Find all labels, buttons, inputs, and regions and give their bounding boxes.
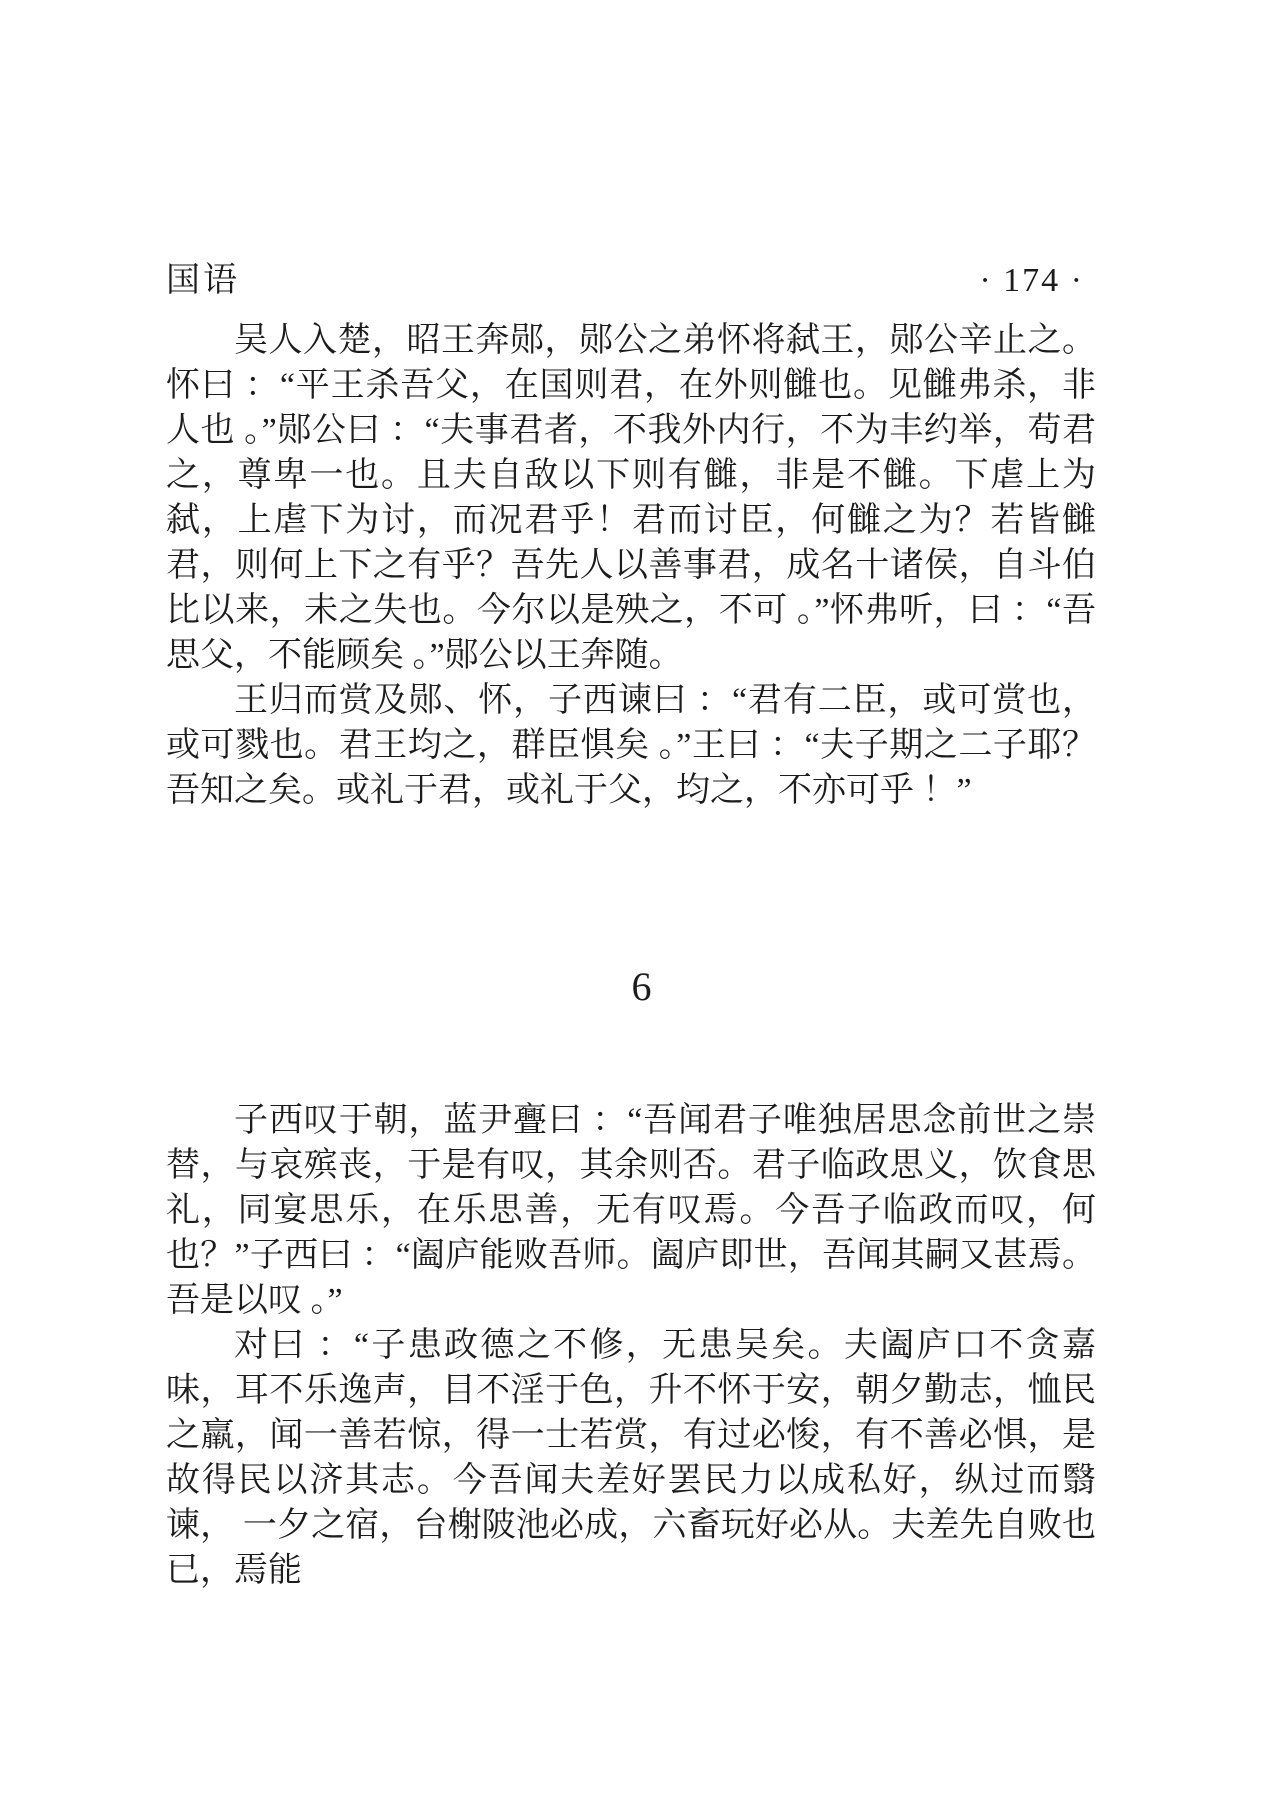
- section-6-text-block: [166, 1098, 1096, 1593]
- running-head-book-title: 国语: [166, 262, 240, 299]
- section-number-heading: 6: [631, 964, 652, 1009]
- section-5-text-block: [166, 318, 1096, 813]
- paragraph: 对曰 ：“子患政德之不修，无患吴矣。夫阖庐口不贪嘉味，耳不乐逸声，目不淫于色，升不怀于安，朝夕勤志，恤民之羸，闻一善若惊，得一士若赏，有过必悛，有不善必惧，是故得民以济其志。今吾闻夫差好罢民力以成私好，纵过而翳谏， 一夕之宿，台榭陂池必成，六畜玩好必从。夫差先自败也已，焉能: [166, 1327, 1096, 1589]
- page-number: · 174 ·: [979, 262, 1084, 299]
- paragraph: 子西叹于朝，蓝尹亹曰 ：“吾闻君子唯独居思念前世之崇替，与哀殡丧，于是有叹，其余则否。君子临政思义，饮食思礼，同宴思乐，在乐思善，无有叹焉。今吾子临政而叹，何也？”子西曰 ：“阖庐能败吾师。阖庐即世，吾闻其嗣又甚焉。吾是以叹 。”: [166, 1102, 1096, 1319]
- paragraph: 吴人入楚，昭王奔郧，郧公之弟怀将弑王，郧公辛止之。怀曰 ：“平王杀吾父，在国则君，在外则雠也。见雠弗杀，非人也 。”郧公曰 ：“夫事君者，不我外内行，不为丰约举，苟君之，尊卑一也。且夫自敌以下则有雠，非是不雠。下虐上为弑，上虐下为讨，而况君乎！君而讨臣，何雠之为？若皆雠君，则何上下之有乎？吾先人以善事君，成名十诸侯，自斗伯比以来，未之失也。今尔以是殃之，不可 。”怀弗听，曰 ：“吾思父，不能顾矣 。”郧公以王奔随。: [166, 322, 1096, 674]
- paragraph: 王归而赏及郧、怀，子西谏曰 ：“君有二臣，或可赏也，或可戮也。君王均之，群臣惧矣 。”王曰 ：“夫子期之二子耶？吾知之矣。或礼于君，或礼于父，均之，不亦可乎 ！”: [166, 682, 1096, 809]
- running-header: [166, 260, 1084, 302]
